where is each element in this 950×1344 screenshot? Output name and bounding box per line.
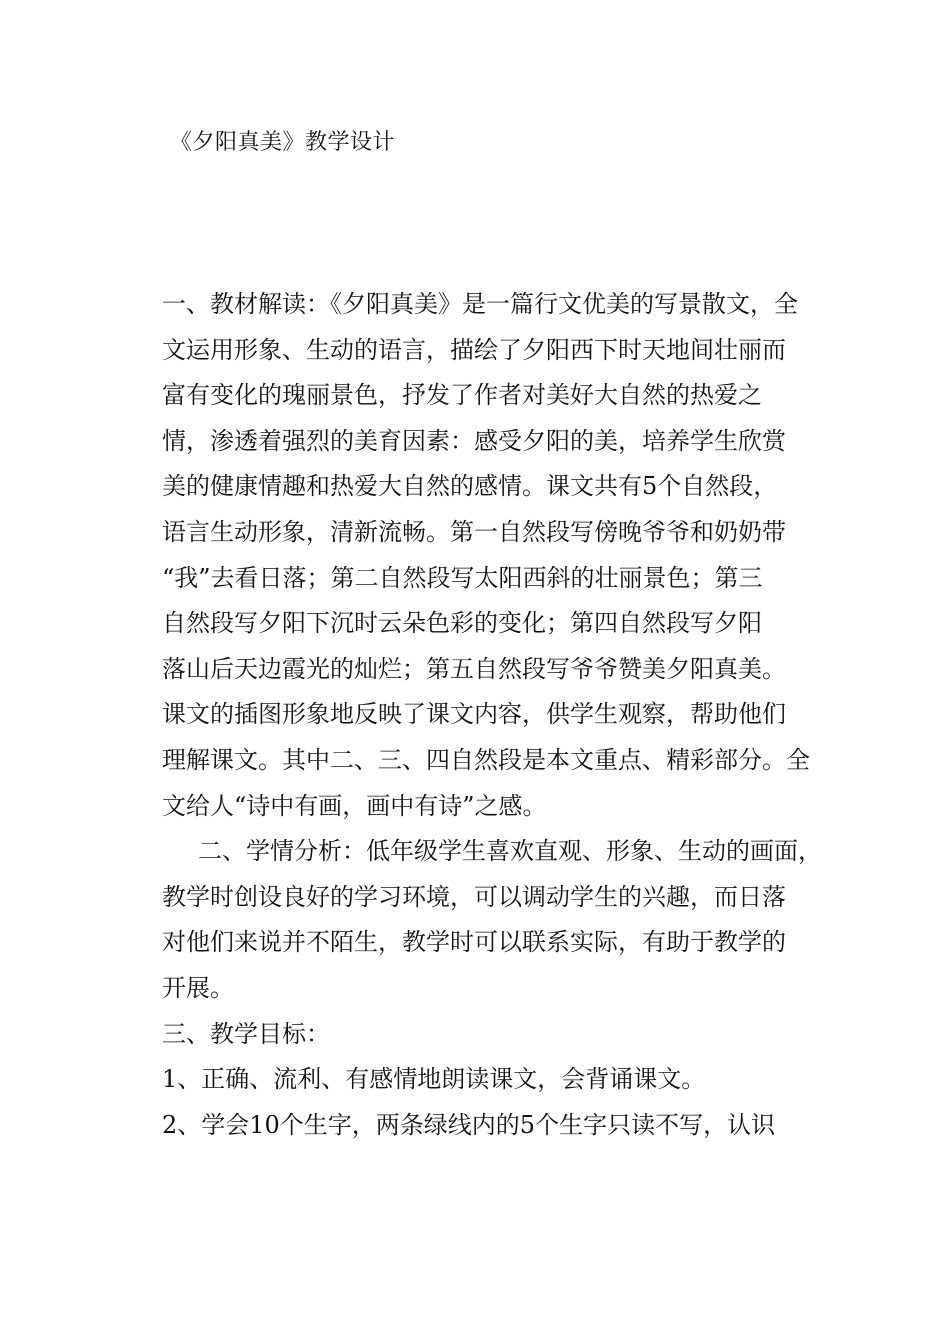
- text-line: 落山后天边霞光的灿烂；第五自然段写爷爷赞美夕阳真美。: [162, 654, 786, 683]
- text-line: 富有变化的瑰丽景色，抒发了作者对美好大自然的热爱之: [162, 381, 762, 410]
- text-line: 2、学会10个生字，两条绿线内的5个生字只读不写，认识: [162, 1110, 776, 1139]
- text-line: 文运用形象、生动的语言，描绘了夕阳西下时天地间壮丽而: [162, 335, 786, 364]
- text-line: 自然段写夕阳下沉时云朵色彩的变化；第四自然段写夕阳: [162, 609, 762, 638]
- text-line: 1、正确、流利、有感情地朗读课文，会背诵课文。: [162, 1065, 706, 1094]
- document-body: [162, 282, 822, 1148]
- document-title: 《夕阳真美》教学设计: [170, 130, 396, 155]
- text-line: 三、教学目标：: [162, 1019, 330, 1048]
- text-line: 情，渗透着强烈的美育因素：感受夕阳的美，培养学生欣赏: [162, 426, 786, 455]
- text-line: 对他们来说并不陌生，教学时可以联系实际，有助于教学的: [162, 928, 786, 957]
- text-line: 课文的插图形象地反映了课文内容，供学生观察，帮助他们: [162, 700, 786, 729]
- text-line: 文给人“诗中有画，画中有诗”之感。: [162, 791, 547, 820]
- text-line: 语言生动形象，清新流畅。第一自然段写傍晚爷爷和奶奶带: [162, 517, 786, 546]
- text-line: 教学时创设良好的学习环境，可以调动学生的兴趣，而日落: [162, 882, 786, 911]
- text-line: 美的健康情趣和热爱大自然的感情。课文共有5个自然段，: [162, 472, 778, 501]
- text-line: 开展。: [162, 973, 234, 1002]
- text-line: “我”去看日落；第二自然段写太阳西斜的壮丽景色；第三: [162, 563, 763, 592]
- text-line: 一、教材解读：《夕阳真美》是一篇行文优美的写景散文，全: [162, 290, 798, 318]
- text-line: 二、学情分析：低年级学生喜欢直观、形象、生动的画面，: [198, 837, 822, 866]
- text-line: 理解课文。其中二、三、四自然段是本文重点、精彩部分。全: [162, 745, 810, 774]
